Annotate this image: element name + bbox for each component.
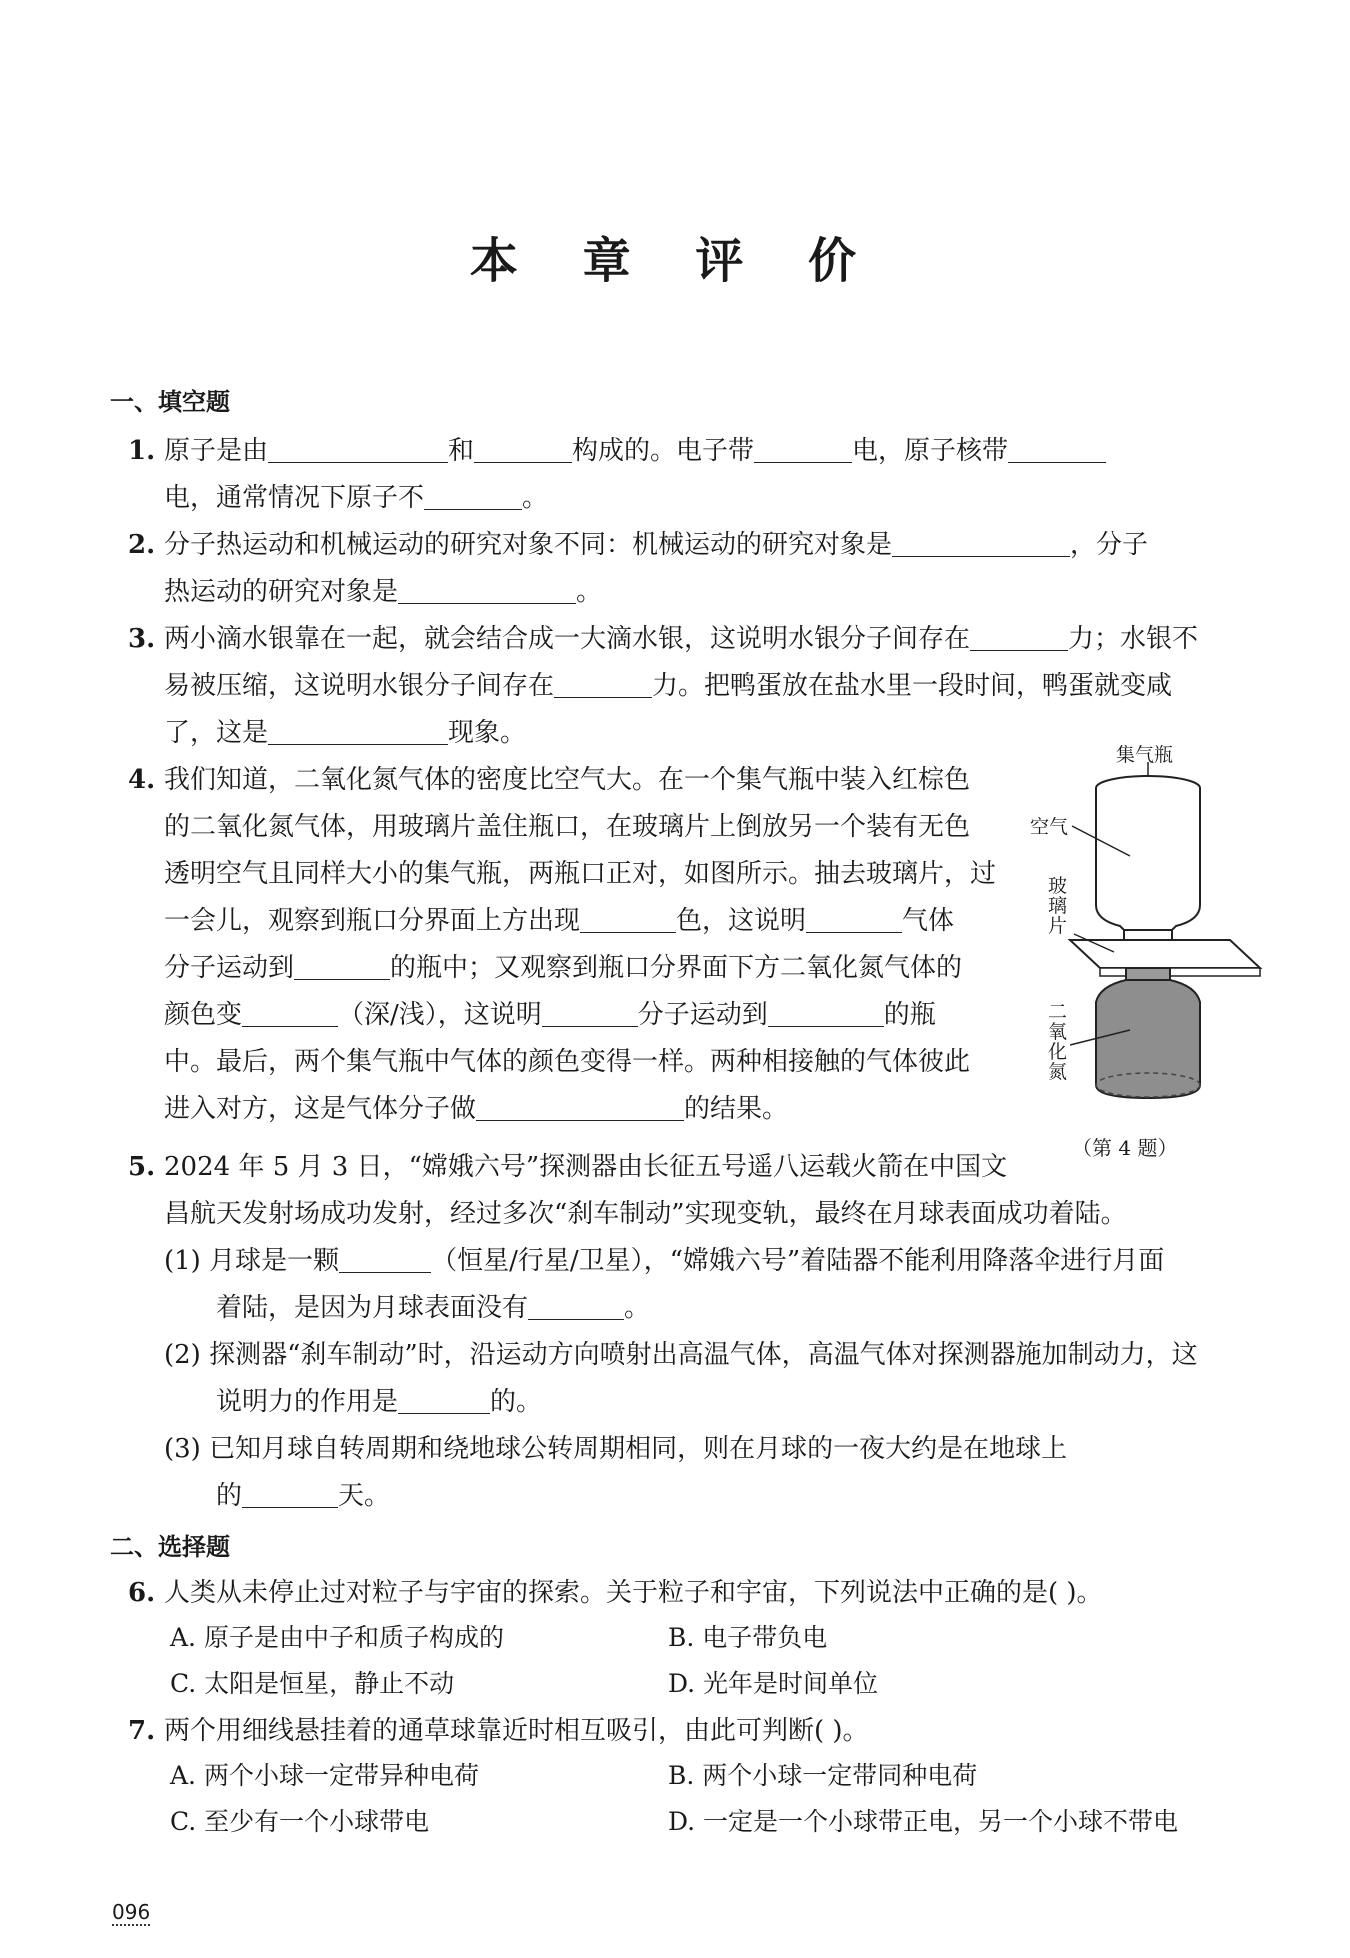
text: 分子运动到 <box>164 953 295 983</box>
question-5-sub-1 <box>164 1240 1164 1277</box>
question-1 <box>128 430 1106 467</box>
blank[interactable] <box>754 436 852 463</box>
question-number: 7. <box>128 1716 156 1746</box>
question-4-line-7: 中。最后，两个集气瓶中气体的颜色变得一样。两种相接触的气体彼此 <box>164 1047 971 1077</box>
label-char: 璃 <box>1048 895 1068 917</box>
blank[interactable] <box>970 624 1068 651</box>
question-4-line-5 <box>164 947 962 984</box>
jar-label: 集气瓶 <box>1116 744 1174 766</box>
section-multiple-choice: 二、选择题 <box>110 1533 230 1561</box>
question-5 <box>128 1146 1007 1183</box>
blank[interactable] <box>424 483 522 510</box>
blank[interactable] <box>806 906 902 933</box>
text: 2024 年 5 月 3 日，“嫦娥六号”探测器由长征五号遥八运载火箭在中国文 <box>164 1152 1008 1182</box>
text: 构成的。电子带 <box>572 436 755 466</box>
blank[interactable] <box>268 718 448 745</box>
question-5-line-2: 昌航天发射场成功发射，经过多次“刹车制动”实现变轨，最终在月球表面成功着陆。 <box>164 1199 1127 1229</box>
question-4-line-4 <box>164 900 954 937</box>
question-number: 4. <box>128 765 156 795</box>
option-a[interactable]: A. 两个小球一定带异种电荷 <box>170 1761 479 1790</box>
text: 力；水银不 <box>1068 624 1199 654</box>
blank[interactable] <box>768 1000 884 1027</box>
text: 分子热运动和机械运动的研究对象不同：机械运动的研究对象是 <box>164 530 893 560</box>
option-b[interactable]: B. 两个小球一定带同种电荷 <box>668 1761 978 1790</box>
label-char: 化 <box>1048 1041 1068 1063</box>
text: 一会儿，观察到瓶口分界面上方出现 <box>164 906 581 936</box>
question-5-sub-1-line-2 <box>216 1287 650 1324</box>
text: 易被压缩，这说明水银分子间存在 <box>164 671 555 701</box>
text: 天。 <box>338 1481 391 1511</box>
question-6 <box>128 1572 1103 1609</box>
blank[interactable] <box>474 436 572 463</box>
option-d[interactable]: D. 一定是一个小球带正电，另一个小球不带电 <box>668 1807 1179 1836</box>
text: 进入对方，这是气体分子做 <box>164 1094 477 1124</box>
glass-label <box>1048 876 1067 936</box>
blank[interactable] <box>554 671 652 698</box>
option-a[interactable]: A. 原子是由中子和质子构成的 <box>170 1623 504 1652</box>
question-2-line-2 <box>164 571 602 608</box>
question-number: 3. <box>128 624 156 654</box>
text: 气体 <box>902 906 955 936</box>
label-char: 氧 <box>1048 1021 1068 1043</box>
question-4-line-8 <box>164 1088 788 1125</box>
text: 的 <box>216 1481 243 1511</box>
question-number: 5. <box>128 1152 156 1182</box>
text: 的。 <box>490 1387 543 1417</box>
label-char: 二 <box>1048 1001 1068 1023</box>
blank[interactable] <box>1008 436 1106 463</box>
text: 现象。 <box>448 718 527 748</box>
blank[interactable] <box>242 1000 338 1027</box>
question-1-line-2 <box>164 477 548 514</box>
page-title: 本 章 评 价 <box>469 233 881 289</box>
label-char: 玻 <box>1048 875 1068 897</box>
text: 。 <box>522 483 549 513</box>
blank[interactable] <box>476 1094 684 1121</box>
label-char: 氮 <box>1048 1061 1068 1083</box>
question-4-line-6 <box>164 994 936 1031</box>
question-3 <box>128 618 1198 655</box>
section-fill-blank: 一、填空题 <box>110 388 230 416</box>
question-number: 1. <box>128 436 156 466</box>
question-5-sub-3-line-2 <box>216 1475 390 1512</box>
text: （恒星/行星/卫星），“嫦娥六号”着陆器不能利用降落伞进行月面 <box>431 1246 1165 1276</box>
question-3-line-3 <box>164 712 526 749</box>
text: 电，原子核带 <box>852 436 1009 466</box>
blank[interactable] <box>528 1293 624 1320</box>
text: 电，通常情况下原子不 <box>164 483 425 513</box>
gas-diffusion-figure <box>1030 740 1280 1130</box>
text: (1) 月球是一颗 <box>164 1246 340 1276</box>
blank[interactable] <box>339 1246 431 1273</box>
question-4 <box>128 759 970 796</box>
option-d[interactable]: D. 光年是时间单位 <box>668 1669 879 1698</box>
page-number: 096 <box>112 1900 151 1924</box>
blank[interactable] <box>268 436 448 463</box>
question-4-line-2: 的二氧化氮气体，用玻璃片盖住瓶口，在玻璃片上倒放另一个装有无色 <box>164 812 971 842</box>
blank[interactable] <box>892 530 1070 557</box>
text: 的瓶中；又观察到瓶口分界面下方二氧化氮气体的 <box>390 953 963 983</box>
question-number: 6. <box>128 1578 156 1608</box>
blank[interactable] <box>242 1481 338 1508</box>
blank[interactable] <box>580 906 676 933</box>
figure-caption: （第 4 题） <box>1072 1136 1178 1160</box>
question-4-line-3: 透明空气且同样大小的集气瓶，两瓶口正对，如图所示。抽去玻璃片，过 <box>164 859 997 889</box>
question-7 <box>128 1710 869 1747</box>
text: 分子运动到 <box>637 1000 768 1030</box>
question-2 <box>128 524 1148 561</box>
question-3-line-2 <box>164 665 1172 702</box>
question-5-sub-2: (2) 探测器“刹车制动”时，沿运动方向喷射出高温气体，高温气体对探测器施加制动力，这 <box>164 1340 1198 1370</box>
label-char: 片 <box>1048 915 1068 937</box>
text: 原子是由 <box>164 436 269 466</box>
option-c[interactable]: C. 至少有一个小球带电 <box>170 1807 430 1836</box>
question-5-sub-3: (3) 已知月球自转周期和绕地球公转周期相同，则在月球的一夜大约是在地球上 <box>164 1434 1068 1464</box>
text: 了，这是 <box>164 718 269 748</box>
text: 的结果。 <box>684 1094 789 1124</box>
text: 说明力的作用是 <box>216 1387 399 1417</box>
no2-label <box>1048 1002 1067 1082</box>
text: 色，这说明 <box>676 906 807 936</box>
blank[interactable] <box>542 1000 638 1027</box>
air-label: 空气 <box>1030 816 1069 838</box>
option-c[interactable]: C. 太阳是恒星，静止不动 <box>170 1669 455 1698</box>
text: 。 <box>576 577 603 607</box>
text: 我们知道，二氧化氮气体的密度比空气大。在一个集气瓶中装入红棕色 <box>164 765 971 795</box>
text: 着陆，是因为月球表面没有 <box>216 1293 529 1323</box>
text: 颜色变 <box>164 1000 243 1030</box>
text: 力。把鸭蛋放在盐水里一段时间，鸭蛋就变咸 <box>652 671 1173 701</box>
blank[interactable] <box>294 953 390 980</box>
text: 两小滴水银靠在一起，就会结合成一大滴水银，这说明水银分子间存在 <box>164 624 971 654</box>
blank[interactable] <box>398 577 576 604</box>
blank[interactable] <box>398 1387 490 1414</box>
question-5-sub-2-line-2 <box>216 1381 542 1418</box>
text: 和 <box>448 436 475 466</box>
text: 。 <box>624 1293 651 1323</box>
jar-diagram-icon <box>1030 740 1280 1110</box>
question-number: 2. <box>128 530 156 560</box>
text: 的瓶 <box>883 1000 936 1030</box>
question-stem: 两个用细线悬挂着的通草球靠近时相互吸引，由此可判断( )。 <box>164 1716 869 1746</box>
option-b[interactable]: B. 电子带负电 <box>668 1623 828 1652</box>
question-stem: 人类从未停止过对粒子与宇宙的探索。关于粒子和宇宙，下列说法中正确的是( )。 <box>164 1578 1103 1608</box>
text: （深/浅），这说明 <box>338 1000 542 1030</box>
text: ，分子 <box>1070 530 1149 560</box>
text: 热运动的研究对象是 <box>164 577 399 607</box>
